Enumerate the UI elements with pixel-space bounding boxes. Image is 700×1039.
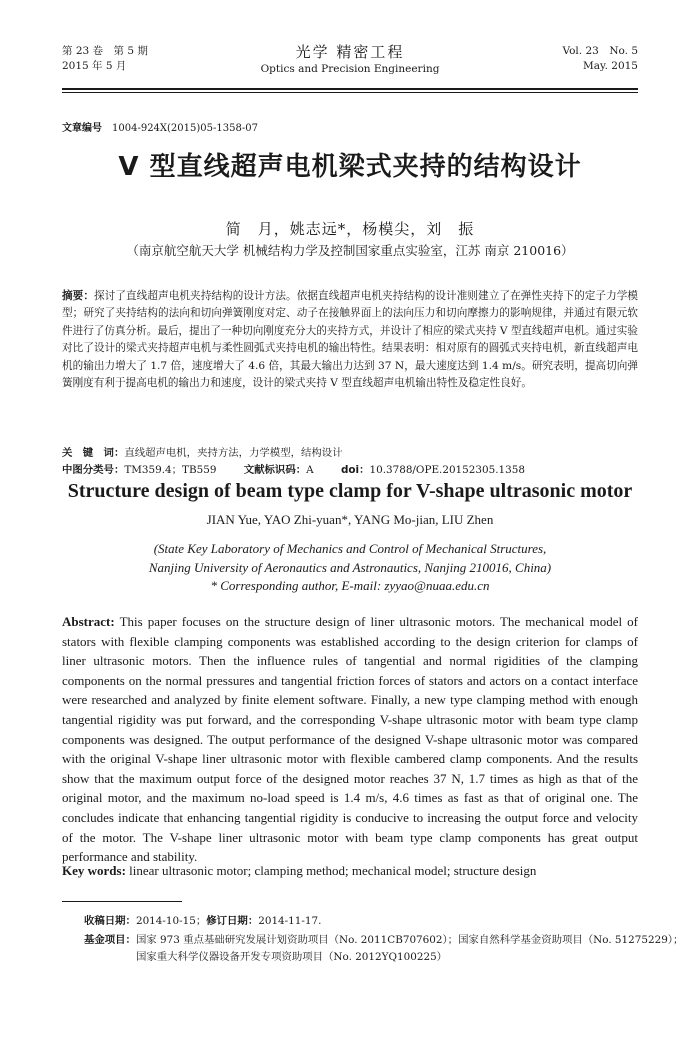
- doi-item: [341, 464, 525, 476]
- header-rule-thick: [62, 88, 638, 90]
- authors-cn: 简 月，姚志远*，杨模尖，刘 振: [225, 220, 475, 238]
- footnote-funding: [84, 932, 692, 965]
- affiliation-en-line1: (State Key Laboratory of Mechanics and Control of Mechanical Structures,: [153, 541, 547, 556]
- abstract-en-text: This paper focuses on the structure design of liner ultrasonic motors. The mechanical model of stators with flexible clamping components was established according to the design criterion for clamps of liner ultrasonic motors. Then the influence rules of tangential and normal rigidities of the clamping components on the normal pressures and tangential friction forces of stators and actors on a contact interface were researched and analyzed by finite element software. Finally, a new type clamping method with enough tangential rigidity was put forward, and the corresponding V-shape ultrasonic motor with beam type clamp components was designed. The output performance of the designed V-shape ultrasonic motor was compared with the original V-shape liner ultrasonic motor with flexible cambered clamp components. And the results show that the maximum output force of the designed motor reaches 37 N, 1.7 times as high as that of the original motor, and the maximum no-load speed is 1.4 m/s, 4.6 times as fast as that of original one. The concludes indicate that enhancing tangential rigidity is conducive to increasing the output force and velocity of the motor. The V-shape liner ultrasonic motor with beam type clamp components has great output performance and stability.: [62, 614, 638, 865]
- header-right: [562, 44, 638, 74]
- fund-text: 国家 973 重点基础研究发展计划资助项目（No. 2011CB707602）；国家自然科学基金资助项目（No. 51275229）；国家重大科学仪器设备开发专项资助项目（No. 2012YQ100225）: [135, 934, 684, 963]
- title-en: Structure design of beam type clamp for V-shape ultrasonic motor: [67, 480, 633, 502]
- revised-label: 修订日期：: [206, 915, 259, 927]
- title-cn: V 型直线超声电机梁式夹持的结构设计: [118, 152, 582, 182]
- corresponding-author: * Corresponding author, E-mail: zyyao@nuaa.edu.cn: [210, 578, 490, 593]
- fund-label: 基金项目：: [84, 934, 136, 946]
- classification-line: [62, 462, 638, 478]
- affiliation-cn: （南京航空航天大学 机械结构力学及控制国家重点实验室，江苏 南京 210016）: [126, 243, 574, 258]
- journal-name-cn: 光学 精密工程: [295, 43, 405, 61]
- keywords-en-text: linear ultrasonic motor; clamping method; mechanical model; structure design: [129, 863, 537, 878]
- abstract-en: [62, 612, 638, 867]
- header-volume-en: Vol. 23 No. 5: [562, 45, 638, 57]
- header-date-cn: 2015 年 5 月: [62, 60, 127, 72]
- header-volume-cn: 第 23 卷 第 5 期: [62, 45, 148, 57]
- header-date-en: May. 2015: [583, 60, 638, 72]
- revised-value: 2014-11-17.: [258, 915, 322, 927]
- doc-code-item: [244, 464, 314, 476]
- journal-name-en: Optics and Precision Engineering: [260, 63, 440, 75]
- footnote-dates: [84, 913, 640, 930]
- received-value: 2014-10-15；: [135, 915, 207, 927]
- article-number-label: 文章编号: [62, 123, 102, 134]
- doc-code-label: 文献标识码：: [243, 464, 307, 476]
- doi-value: 10.3788/OPE.20152305.1358: [369, 464, 525, 476]
- clc-value: TM359.4；TB559: [124, 464, 217, 476]
- article-number-value: 1004-924X(2015)05-1358-07: [112, 123, 258, 134]
- affiliation-en-line2: Nanjing University of Aeronautics and Astronautics, Nanjing 210016, China): [148, 559, 552, 575]
- abstract-cn-text: 探讨了直线超声电机夹持结构的设计方法。依据直线超声电机夹持结构的设计准则建立了在弹性夹持下的定子力学模型；研究了夹持结构的法向和切向弹簧刚度对定、动子在接触界面上的法向压力和切向摩擦力的影响规律，并通过有限元软件进行了仿真分析。最后，提出了一种切向刚度充分大的夹持方式，并设计了相应的梁式夹持 V 型直线超声电机。通过实验对比了设计的梁式夹持超声电机与柔性圆弧式夹持电机的输出特性。结果表明：相对原有的圆弧式夹持电机，新直线超声电机的输出力增大了 1.7 倍，速度增大了 4.6 倍，其最大输出力达到 37 N，最大速度达到 1.4 m/s。研究表明，提高切向弹簧刚度有利于提高电机的输出力和速度，设计的梁式夹持 V 型直线超声电机输出特性及稳定性良好。: [62, 290, 639, 390]
- clc-item: [62, 464, 216, 476]
- keywords-en-label: Key words:: [62, 863, 126, 878]
- footnote-rule: [62, 901, 182, 902]
- abstract-cn-label: 摘要：: [62, 290, 95, 302]
- keywords-cn: [62, 445, 638, 461]
- article-number: [62, 119, 258, 134]
- clc-label: 中图分类号：: [62, 464, 125, 476]
- keywords-cn-label: 关 键 词：: [62, 447, 125, 459]
- doc-code-value: A: [306, 464, 314, 476]
- affiliation-en: [0, 540, 700, 596]
- header-rule-thin: [62, 92, 638, 93]
- authors-en: JIAN Yue, YAO Zhi-yuan*, YANG Mo-jian, LIU Zhen: [206, 512, 494, 527]
- keywords-en: [62, 862, 638, 880]
- abstract-cn: [62, 288, 638, 392]
- keywords-cn-text: 直线超声电机，夹持方法，力学模型，结构设计: [124, 447, 343, 459]
- abstract-en-label: Abstract:: [62, 614, 115, 629]
- received-label: 收稿日期：: [84, 915, 136, 927]
- doi-label: doi：: [340, 464, 370, 476]
